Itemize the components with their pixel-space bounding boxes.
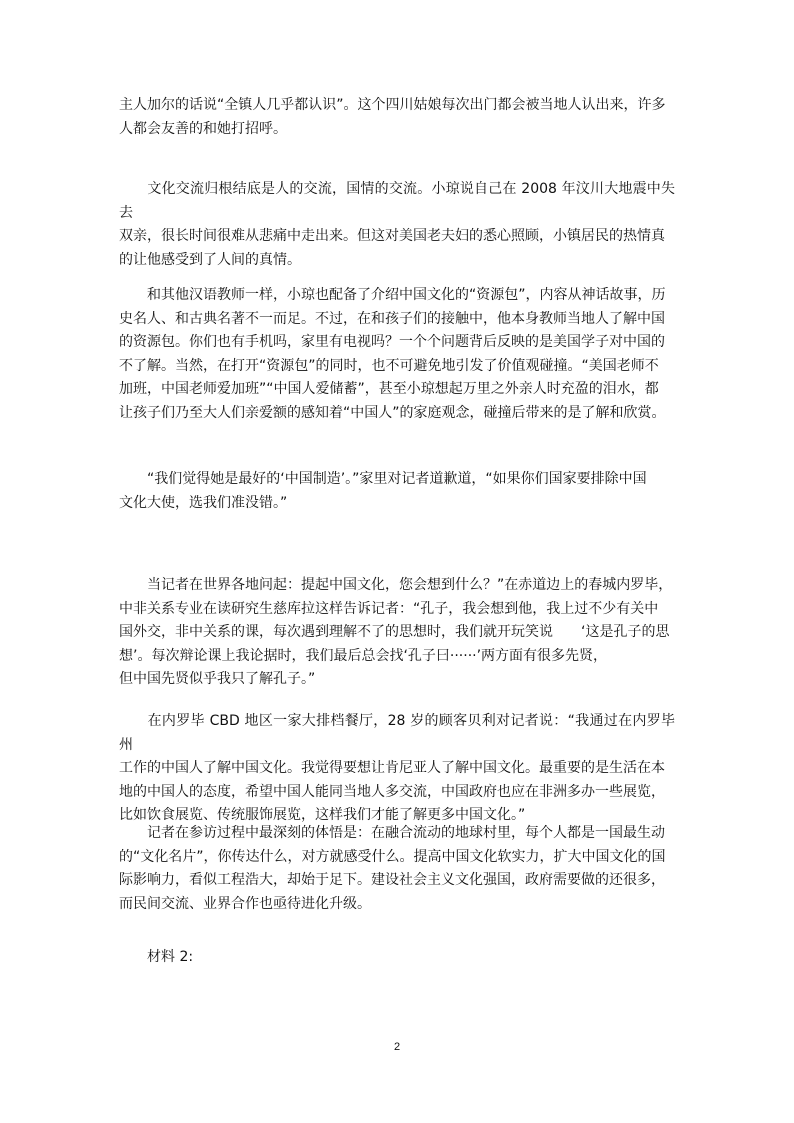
paragraph-6 [119,710,675,828]
paragraph-4 [119,468,675,515]
text-line: 当记者在世界各地问起：提起中国文化，您会想到什么？”在赤道边上的春城内罗毕， [119,577,673,593]
paragraph-8 [119,946,675,970]
text-line: 但中国先贤似乎我只了解孔子。” [119,671,316,687]
paragraph-5 [119,574,675,692]
text-line: 的资源包。你们也有手机吗，家里有电视吗？一个个问题背后反映的是美国学子对中国的 [119,334,665,350]
text-line: 主人加尔的话说“全镇人几乎都认识”。这个四川姑娘每次出门都会被当地人认出来，许多 [119,97,666,113]
text-line: 在内罗毕 CBD 地区一家大排档餐厅，28 岁的顾客贝利对记者说：“我通过在内罗毕州 [119,713,675,753]
text-line: 国外交，非中关系的课，每次遇到理解不了的思想时，我们就开玩笑说 ‘这是孔子的思 [119,624,670,640]
paragraph-1 [119,94,675,141]
text-line: 的“文化名片”，你传达什么，对方就感受什么。提高中国文化软实力，扩大中国文化的国 [119,848,666,865]
text-line: 工作的中国人了解中国文化。我觉得要想让肯尼亚人了解中国文化。最重要的是生活在本 [119,760,665,776]
text-line: 让孩子们乃至大人们亲爱额的感知着“中国人”的家庭观念，碰撞后带来的是了解和欣赏。 [119,404,666,421]
text-line: 和其他汉语教师一样，小琼也配备了介绍中国文化的“资源包”，内容从神话故事，历 [119,287,666,303]
text-line: 不了解。当然，在打开“资源包”的同时，也不可避免地引发了价值观碰撞。“美国老师不 [119,357,659,374]
text-line: 地的中国人的态度，希望中国人能同当地人多交流，中国政府也应在非洲多办一些展览， [119,783,665,800]
text-line: 文化交流归根结底是人的交流，国情的交流。小琼说自己在 2008 年汶川大地震中失去 [119,181,675,221]
text-line: 际影响力，看似工程浩大，却始于足下。建设社会主义文化强国，政府需要做的还很多， [119,872,665,888]
text-line: 文化大使，选我们准没错。” [119,494,288,511]
paragraph-7 [119,822,675,916]
text-line: 中非关系专业在读研究生慈库拉这样告诉记者：“孔子，我会想到他，我上过不少有关中 [119,600,659,617]
text-line: 记者在参访过程中最深刻的体悟是：在融合流动的地球村里，每个人都是一国最生动 [119,825,665,841]
text-line: 加班，中国老师爱加班”“中国人爱储蓄”，甚至小琼想起万里之外亲人时充盈的泪水，都 [119,381,659,397]
paragraph-3 [119,284,675,425]
page-number: 2 [393,1041,401,1053]
text-line: 史名人、和古典名著不一而足。不过，在和孩子们的接触中，他本身教师当地人了解中国 [119,310,665,327]
text-line: 的让他感受到了人间的真情。 [119,251,301,268]
paragraph-2 [119,178,675,272]
text-line: 想’。每次辩论课上我论据时，我们最后总会找‘孔子曰······’两方面有很多先贤， [119,647,608,664]
text-line: 材料 2: [119,949,194,965]
text-line: 人都会友善的和她打招呼。 [119,120,287,137]
text-line: “我们觉得她是最好的‘中国制造’。”家里对记者道歉道，“如果你们国家要排除中国 [119,471,647,487]
text-line: 而民间交流、业界合作也亟待进化升级。 [119,895,371,912]
text-line: 双亲，很长时间很难从悲痛中走出来。但这对美国老夫妇的悉心照顾，小镇居民的热情真 [119,228,665,244]
text-line: 比如饮食展览、传统服饰展览，这样我们才能了解更多中国文化。” [119,807,526,823]
